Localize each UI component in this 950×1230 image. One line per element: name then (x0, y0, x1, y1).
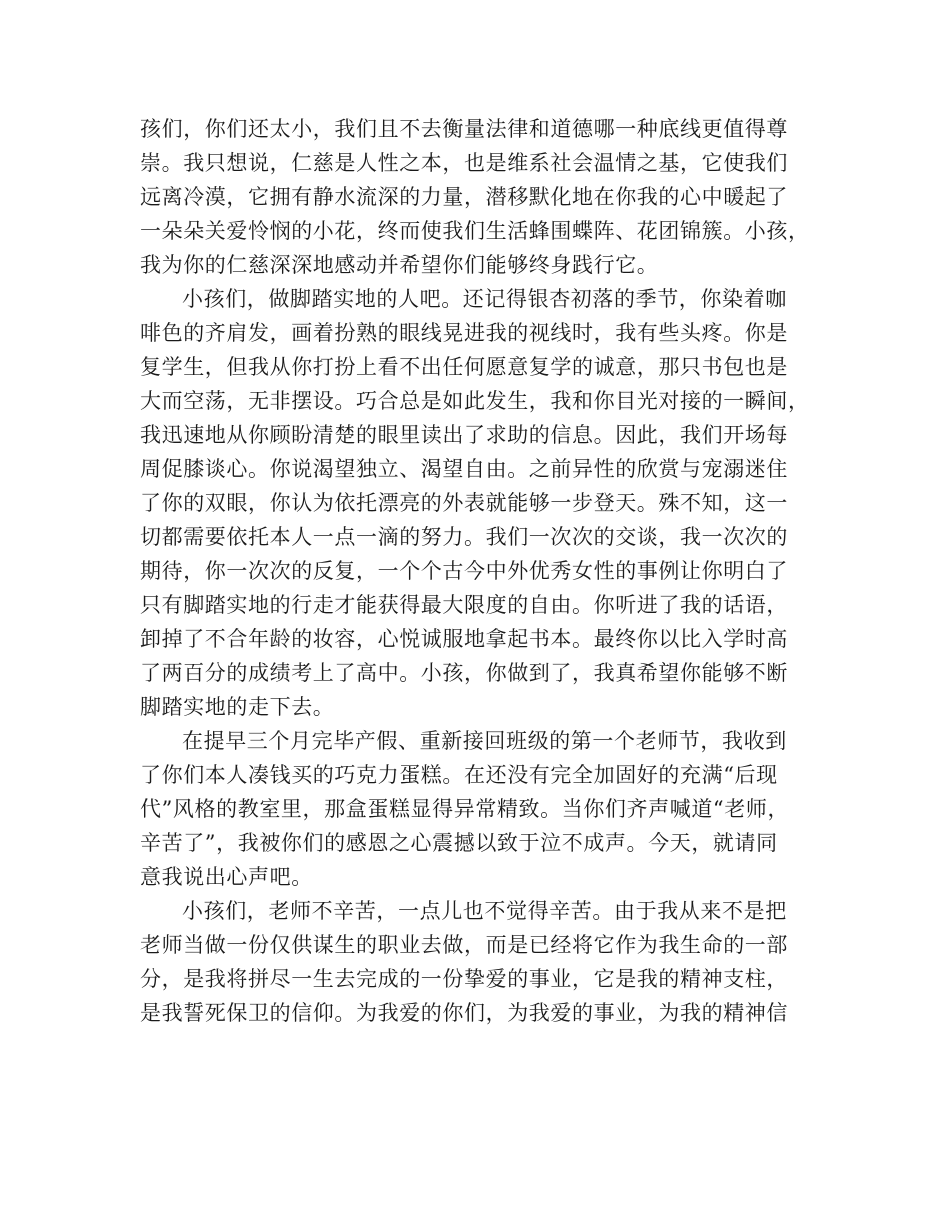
text-line: 远离冷漠，它拥有静水流深的力量，潜移默化地在你我的心中暖起了 (140, 185, 788, 209)
text-line: 分，是我将拼尽一生去完成的一份挚爱的事业，它是我的精神支柱， (140, 967, 788, 991)
text-line: 意我说出心声吧。 (140, 865, 313, 889)
text-line: 脚踏实地的走下去。 (140, 695, 335, 719)
text-line: 孩们，你们还太小，我们且不去衡量法律和道德哪一种底线更值得尊 (140, 117, 788, 141)
text-line: 我为你的仁慈深深地感动并希望你们能够终身践行它。 (140, 253, 659, 277)
text-line: 一朵朵关爱怜悯的小花，终而使我们生活蜂围蝶阵、花团锦簇。小孩， (140, 219, 810, 243)
text-line: 是我誓死保卫的信仰。为我爱的你们，为我爱的事业，为我的精神信 (140, 1001, 788, 1025)
text-line: 啡色的齐肩发，画着扮熟的眼线晃进我的视线时，我有些头疼。你是 (140, 321, 788, 345)
text-line: 代”风格的教室里，那盒蛋糕显得异常精致。当你们齐声喊道“老师， (140, 797, 790, 821)
text-line: 复学生，但我从你打扮上看不出任何愿意复学的诚意，那只书包也是 (140, 355, 788, 379)
text-line: 老师当做一份仅供谋生的职业去做，而是已经将它作为我生命的一部 (140, 933, 788, 957)
text-line: 辛苦了”，我被你们的感恩之心震撼以致于泣不成声。今天，就请同 (140, 831, 778, 855)
paragraph-start-line: 小孩们，老师不辛苦，一点儿也不觉得辛苦。由于我从来不是把 (182, 899, 787, 923)
text-line: 了你的双眼，你认为依托漂亮的外表就能够一步登天。殊不知，这一 (140, 491, 788, 515)
text-line: 期待，你一次次的反复，一个个古今中外优秀女性的事例让你明白了 (140, 559, 788, 583)
text-line: 崇。我只想说，仁慈是人性之本，也是维系社会温情之基，它使我们 (140, 151, 788, 175)
text-line: 了你们本人凑钱买的巧克力蛋糕。在还没有完全加固好的充满“后现 (140, 763, 778, 787)
body-text (140, 112, 820, 1030)
text-line: 周促膝谈心。你说渴望独立、渴望自由。之前异性的欣赏与宠溺迷住 (140, 457, 788, 481)
text-line: 了两百分的成绩考上了高中。小孩，你做到了，我真希望你能够不断 (140, 661, 788, 685)
text-line: 我迅速地从你顾盼清楚的眼里读出了求助的信息。因此，我们开场每 (140, 423, 788, 447)
text-line: 大而空荡，无非摆设。巧合总是如此发生，我和你目光对接的一瞬间， (140, 389, 810, 413)
text-line: 卸掉了不合年龄的妆容，心悦诚服地拿起书本。最终你以比入学时高 (140, 627, 788, 651)
paragraph-start-line: 小孩们，做脚踏实地的人吧。还记得银杏初落的季节，你染着咖 (182, 287, 787, 311)
text-line: 只有脚踏实地的行走才能获得最大限度的自由。你听进了我的话语， (140, 593, 788, 617)
paragraph-start-line: 在提早三个月完毕产假、重新接回班级的第一个老师节，我收到 (182, 729, 787, 753)
text-line: 切都需要依托本人一点一滴的努力。我们一次次的交谈，我一次次的 (140, 525, 788, 549)
